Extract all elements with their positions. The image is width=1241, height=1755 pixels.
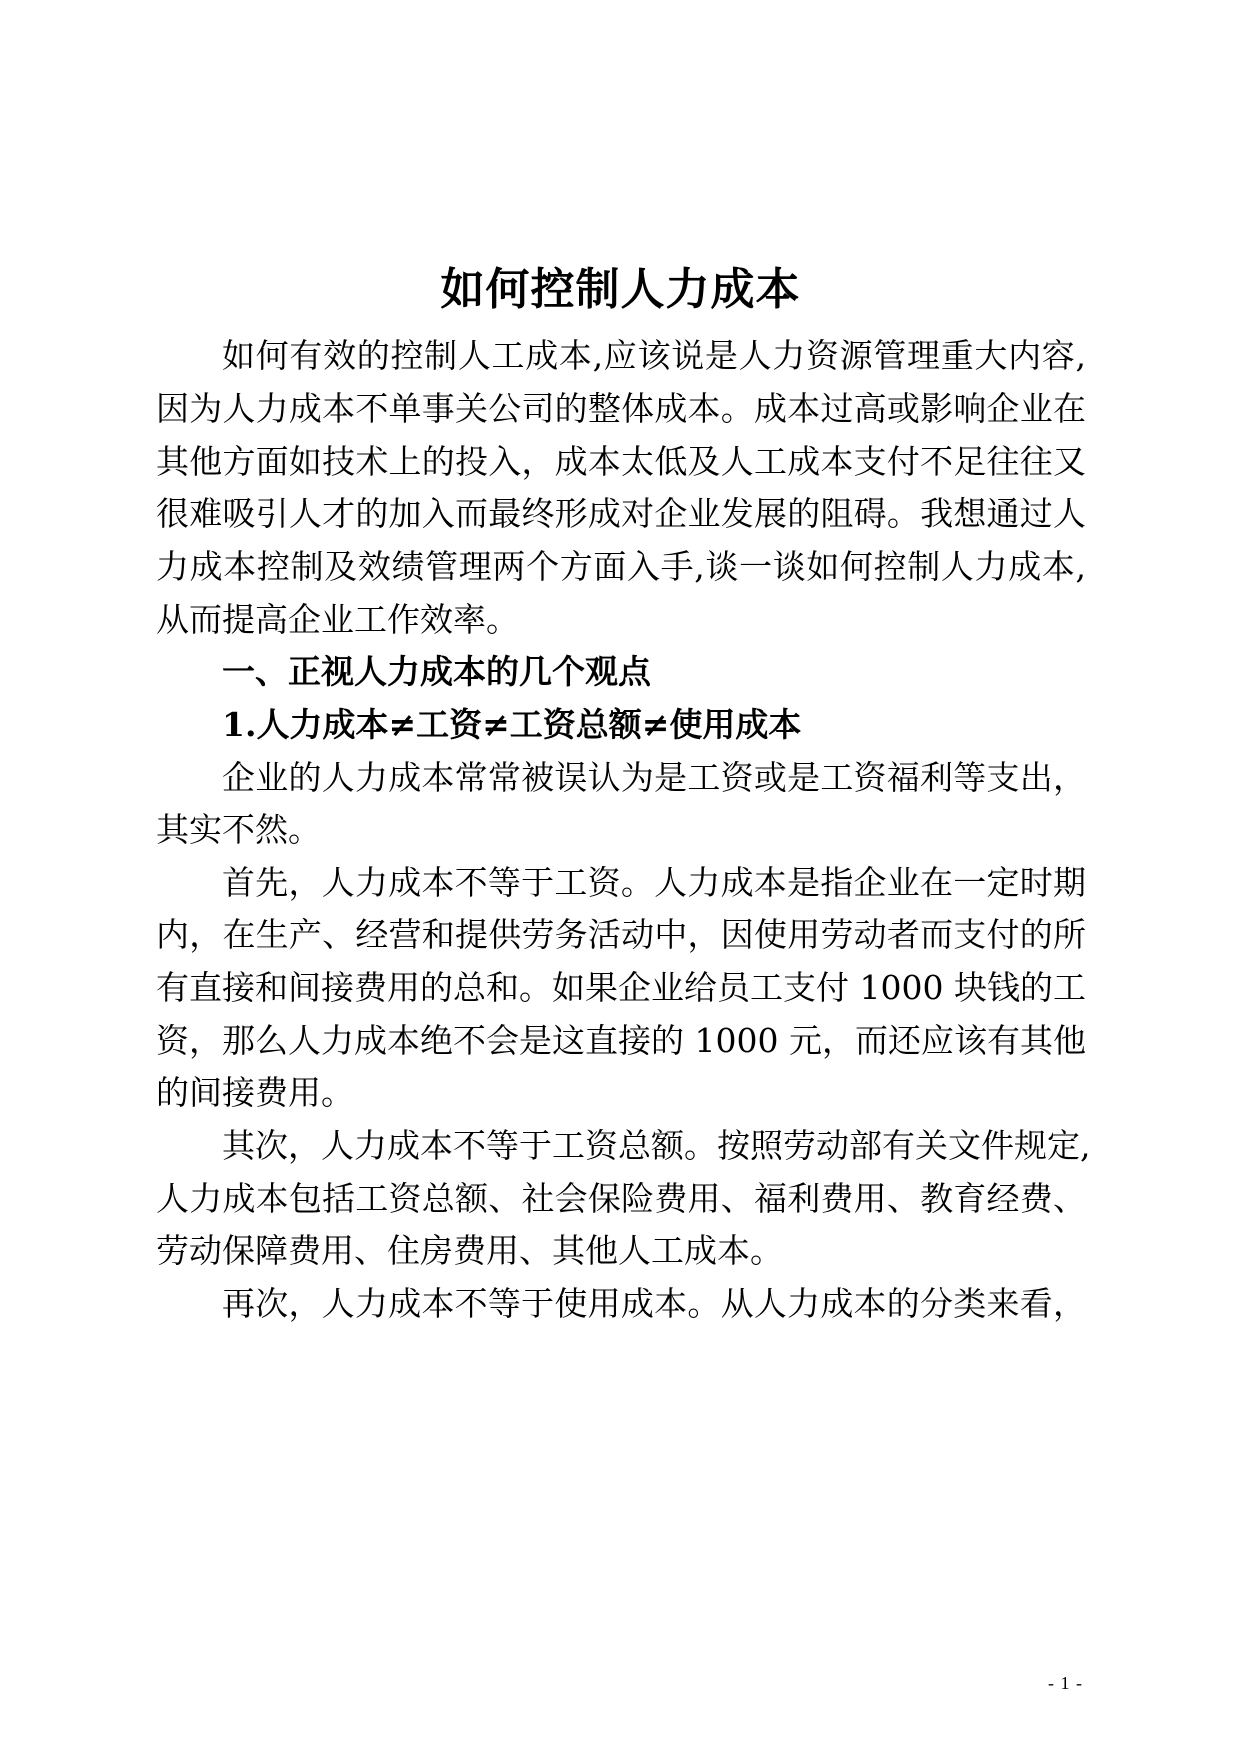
paragraph-line: 其次，人力成本不等于工资总额。按照劳动部有关文件规定, bbox=[222, 1126, 1091, 1165]
paragraph-line: 资，那么人力成本绝不会是这直接的 1000 元，而还应该有其他 bbox=[156, 1021, 1086, 1060]
paragraph-line: 企业的人力成本常常被误认为是工资或是工资福利等支出， bbox=[222, 758, 1086, 797]
paragraph-line: 有直接和间接费用的总和。如果企业给员工支付 1000 块钱的工 bbox=[156, 968, 1086, 1007]
paragraph-line: 其他方面如技术上的投入，成本太低及人工成本支付不足往往又 bbox=[156, 442, 1086, 481]
paragraph-line: 内，在生产、经营和提供劳务活动中，因使用劳动者而支付的所 bbox=[156, 915, 1086, 954]
section-heading: 一、正视人力成本的几个观点 bbox=[222, 652, 651, 691]
paragraph-line: 首先，人力成本不等于工资。人力成本是指企业在一定时期 bbox=[222, 863, 1086, 902]
paragraph-line: 如何有效的控制人工成本,应该说是人力资源管理重大内容, bbox=[222, 336, 1086, 375]
paragraph-line: 人力成本包括工资总额、社会保险费用、福利费用、教育经费、 bbox=[156, 1179, 1086, 1218]
paragraph-line: 再次，人力成本不等于使用成本。从人力成本的分类来看， bbox=[222, 1284, 1086, 1323]
paragraph-line: 从而提高企业工作效率。 bbox=[156, 600, 519, 639]
paragraph-line: 劳动保障费用、住房费用、其他人工成本。 bbox=[156, 1231, 783, 1270]
paragraph-line: 力成本控制及效绩管理两个方面入手,谈一谈如何控制人力成本, bbox=[156, 547, 1086, 586]
paragraph-line: 因为人力成本不单事关公司的整体成本。成本过高或影响企业在 bbox=[156, 389, 1086, 428]
page-number: - 1 - bbox=[1048, 1673, 1083, 1693]
paragraph-line: 的间接费用。 bbox=[156, 1073, 354, 1112]
document-title: 如何控制人力成本 bbox=[440, 264, 801, 315]
paragraph-line: 很难吸引人才的加入而最终形成对企业发展的阻碍。我想通过人 bbox=[156, 494, 1086, 533]
paragraph-line: 其实不然。 bbox=[156, 810, 321, 849]
subsection-heading: 1.人力成本≠工资≠工资总额≠使用成本 bbox=[222, 705, 802, 744]
